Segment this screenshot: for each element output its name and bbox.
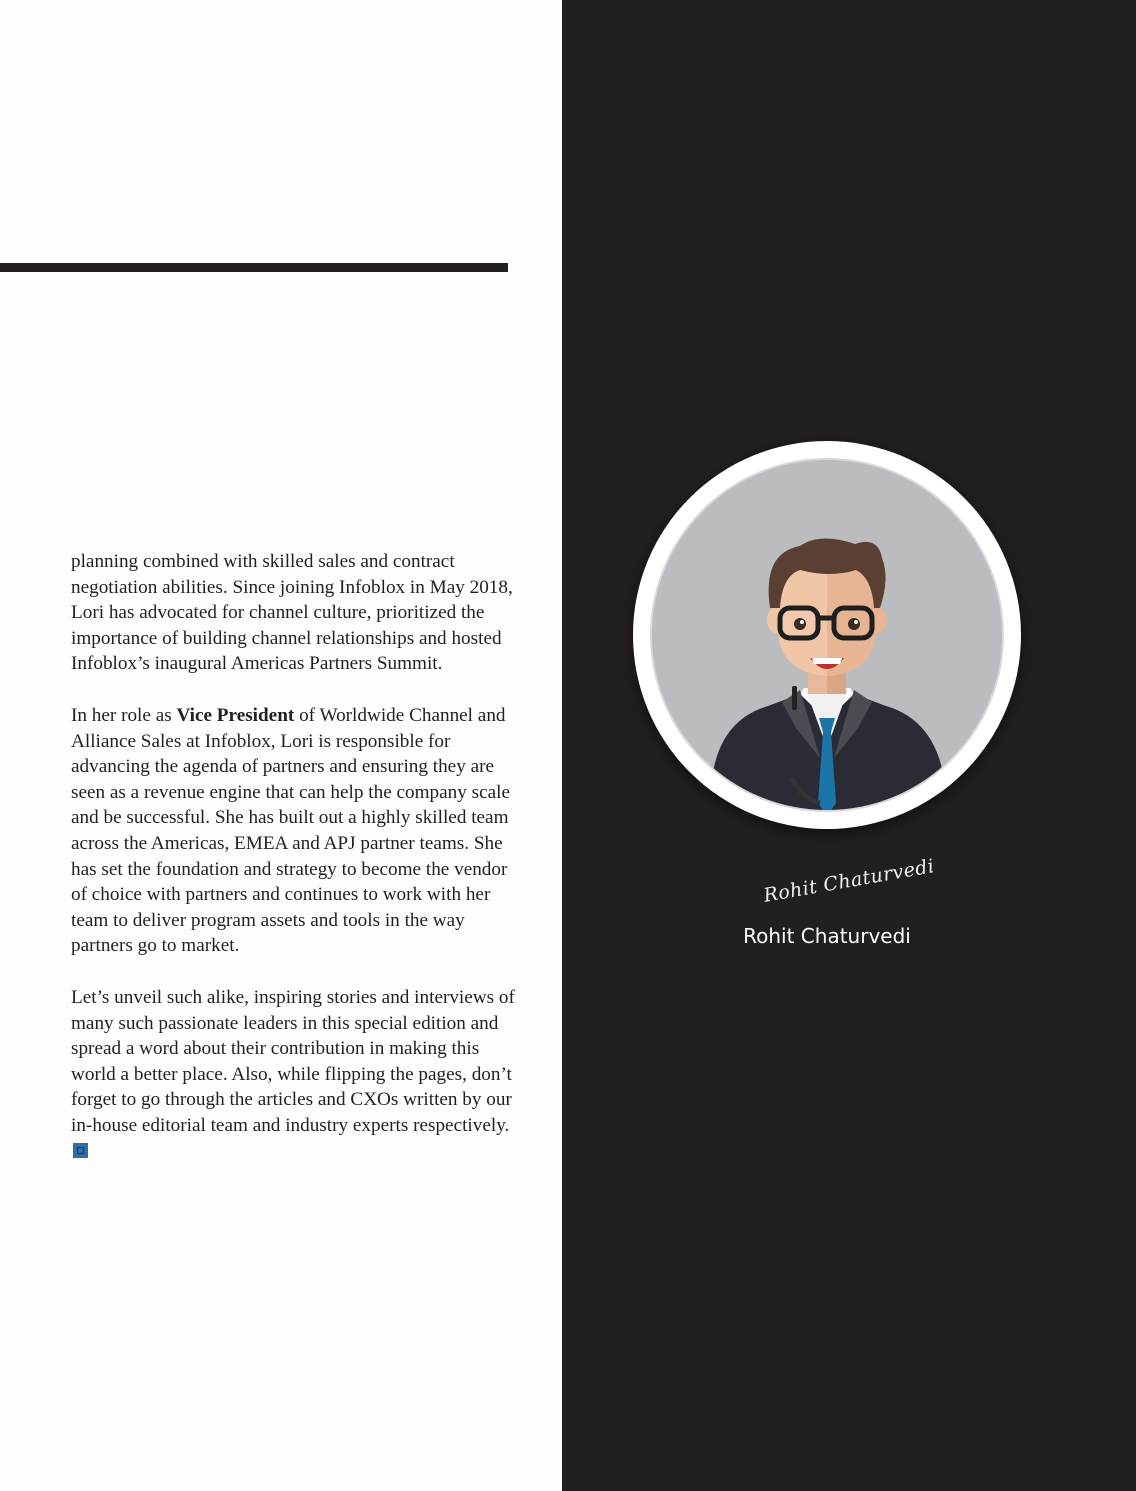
article-paragraph (71, 985, 516, 1164)
author-panel (562, 0, 1136, 1491)
end-of-article-icon (73, 1143, 88, 1158)
paragraph-text: In her role as (71, 704, 177, 726)
author-portrait-frame (633, 441, 1021, 829)
author-signature: Rohit Chaturvedi (761, 855, 937, 907)
article-paragraph (71, 703, 516, 959)
article-body (71, 549, 516, 1190)
job-title-emphasis: Vice President (176, 704, 295, 726)
author-avatar-illustration (650, 458, 1004, 812)
paragraph-text: Let’s unveil such alike, inspiring stories and interviews of many such passionate leaders in this special edition and spread a word about their contribution in making this world a better place. Also, while flipping the pages, don’t forget to go through the articles and CXOs written by our in-house editorial team and industry experts respectively. (71, 986, 515, 1136)
paragraph-text: planning combined with skilled sales and contract negotiation abilities. Since joining Infoblox in May 2018, Lori has advocated for channel culture, prioritized the importance of building channel relationships and hosted Infoblox’s inaugural Americas Partners Summit. (71, 551, 513, 675)
article-paragraph (71, 549, 516, 677)
author-name: Rohit Chaturvedi (743, 924, 911, 948)
section-divider-rule (0, 263, 508, 272)
paragraph-text: of Worldwide Channel and Alliance Sales at Infoblox, Lori is responsible for advancing the agenda of partners and ensuring they are seen as a revenue engine that can help the company scale and be successful. She has built out a highly skilled team across the Americas, EMEA and APJ partner teams. She has set the foundation and strategy to become the vendor of choice with partners and continues to work with her team to deliver program assets and tools in the way partners go to market. (71, 704, 510, 957)
article-column (0, 0, 562, 1491)
